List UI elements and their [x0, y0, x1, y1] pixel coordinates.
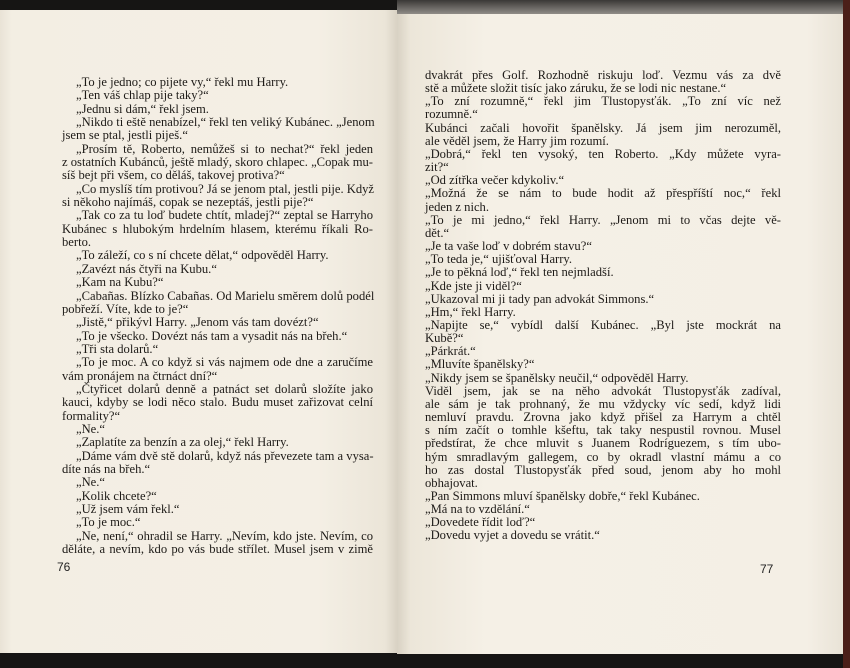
text-line: „Kolik chcete?“: [76, 488, 157, 503]
paragraph: [425, 280, 781, 293]
text-line: „To je moc. A co když si vás najmem ode dne a zaručíme: [76, 355, 373, 370]
text-line: ale věděl jsem, že Harry jim rozumí.: [425, 133, 609, 148]
paragraph: [62, 290, 373, 317]
text-line: kauci, kdyby se lodi něco stalo. Budu muset zařizovat celní: [62, 395, 373, 410]
paragraph: [425, 69, 781, 95]
paragraph: [425, 319, 781, 345]
text-line: „Ne.“: [76, 475, 106, 490]
text-line: stě a můžete složit tisíc jako záruku, že se lodi nic nestane.“: [425, 81, 727, 96]
paragraph: [62, 116, 373, 143]
paragraph: [62, 183, 373, 210]
text-line: dvakrát přes Golf. Rozhodně riskuju loď. Vezmu vás za dvě: [425, 68, 781, 82]
paragraph: [62, 263, 373, 276]
text-line: nemluví pravdu. Zrovna jako když přišel za Harrym a chtěl: [425, 410, 781, 425]
text-line: „Kde jste ji viděl?“: [425, 278, 522, 293]
text-line: ho zas dostal Tlustopysťák před soud, jenom aby ho mohl: [425, 462, 781, 477]
paragraph: [425, 266, 781, 279]
paragraph: [425, 293, 781, 306]
paragraph: [425, 214, 781, 240]
paragraph: [62, 343, 373, 356]
paragraph: [62, 276, 373, 289]
text-line: „Čtyřicet dolarů denně a patnáct set dolarů složíte jako: [76, 381, 373, 396]
text-line: Viděl jsem, jak se na něho advokát Tlustopysťák zadíval,: [425, 383, 781, 398]
text-line: „To je moc.“: [76, 515, 141, 530]
paragraph: [62, 356, 373, 383]
paragraph: [425, 148, 781, 174]
text-line: „Tři sta dolarů.“: [76, 341, 159, 356]
paragraph: [425, 372, 781, 385]
text-line: „Dovedu vyjet a dovedu se vrátit.“: [425, 528, 600, 543]
text-line: „Jednu si dám,“ řekl jsem.: [76, 101, 209, 116]
text-line: „Ukazoval mi ji tady pan advokát Simmons.“: [425, 291, 655, 306]
text-line: ale sám je tak prohnaný, že mu vždycky víc sedí, když lidi: [425, 396, 781, 411]
left-page-text: [62, 76, 373, 556]
paragraph: [62, 143, 373, 183]
paragraph: [62, 450, 373, 477]
text-line: „Pan Simmons mluví španělsky dobře,“ řekl Kubánec.: [425, 489, 700, 503]
text-line: „Kam na Kubu?“: [76, 275, 164, 290]
text-line: „Dáme vám dvě stě dolarů, když nás převezete tam a vysa-: [76, 448, 374, 463]
text-line: zit?“: [425, 160, 449, 175]
text-line: „Co myslíš tím protivou? Já se jenom ptal, jestli pije. Když: [76, 181, 375, 196]
paragraph: [425, 358, 781, 371]
text-line: „Hm,“ řekl Harry.: [425, 304, 516, 319]
text-line: děláte, a nevím, kdo po vás bude střílet. Musel jsem v zimě: [62, 542, 373, 557]
text-line: „To teda je,“ ujišťoval Harry.: [425, 252, 573, 267]
text-line: s ním začít o tomhle kšeftu, tak taky nespustil rovnou. Musel: [425, 423, 781, 438]
text-line: dět.“: [425, 225, 450, 240]
text-line: Kubě?“: [425, 331, 464, 346]
paragraph: [62, 490, 373, 503]
text-line: „Nikdy jsem se španělsky neučil,“ odpověděl Harry.: [425, 370, 689, 385]
text-line: „Nikdo ti eště nenabízel,“ řekl ten veliký Kubánec. „Jenom: [76, 115, 375, 130]
text-line: „To zní rozumně,“ řekl jim Tlustopysťák. „To zní víc než: [425, 94, 781, 109]
text-line: „Párkrát.“: [425, 344, 476, 359]
text-line: „Už jsem vám řekl.“: [76, 502, 180, 516]
text-line: z ostatních Kubánců, ještě mladý, skoro chlapec. „Copak mu-: [62, 155, 373, 170]
paragraph: [62, 530, 373, 557]
text-line: „Má na to vzdělání.“: [425, 502, 530, 517]
text-line: díte nás na břeh.“: [62, 461, 151, 476]
right-page-text: [425, 69, 781, 543]
paragraph: [425, 187, 781, 213]
paragraph: [62, 503, 373, 516]
text-line: „Dobrá,“ řekl ten vysoký, ten Roberto. „Kdy můžete vyra-: [425, 146, 781, 161]
paragraph: [62, 516, 373, 529]
text-line: obhajovat.: [425, 475, 478, 490]
paragraph: [425, 122, 781, 148]
text-line: „Prosím tě, Roberto, nemůžeš si to nechat?“ řekl jeden: [76, 141, 373, 156]
text-line: „Jistě,“ přikývl Harry. „Jenom vás tam dovézt?“: [76, 315, 319, 330]
text-line: jeden z nich.: [425, 199, 489, 214]
paragraph: [62, 423, 373, 436]
text-line: „Zaplatíte za benzín a za olej,“ řekl Harry.: [76, 435, 289, 450]
paragraph: [62, 330, 373, 343]
text-line: předstírat, že chce mluvit s Juanem Rodríguezem, s tím ubo-: [425, 436, 781, 451]
book-cover-edge: [843, 0, 850, 668]
text-line: Kubánci začali hovořit španělsky. Já jsem jim nerozuměl,: [425, 120, 781, 135]
text-line: si někoho najímáš, copak se nezeptáš, jestli pije?“: [62, 195, 314, 210]
text-line: Kubánec s hlubokým hrdelním hlasem, kterému říkali Ro-: [62, 221, 373, 236]
paragraph: [425, 529, 781, 542]
paragraph: [62, 476, 373, 489]
text-line: jsem se ptal, jestli piješ.“: [62, 128, 188, 143]
text-line: „To je mi jedno,“ řekl Harry. „Jenom mi to včas dejte vě-: [425, 212, 781, 227]
paragraph: [62, 103, 373, 116]
text-line: „Mluvíte španělsky?“: [425, 357, 535, 372]
text-line: síš bejt při všem, co děláš, takovej protiva?“: [62, 168, 285, 183]
text-line: „Ne.“: [76, 421, 106, 436]
right-page: [397, 14, 843, 654]
paragraph: [62, 316, 373, 329]
text-line: „Zavézt nás čtyři na Kubu.“: [76, 261, 217, 276]
text-line: hým smradlavým gallegem, co by okradl vlastní mámu a co: [425, 449, 781, 464]
paragraph: [62, 209, 373, 249]
paragraph: [62, 249, 373, 262]
text-line: „Ten váš chlap pije taky?“: [76, 88, 209, 103]
text-line: vám pronájem na čtrnáct dní?“: [62, 368, 218, 383]
text-line: „To záleží, co s ní chcete dělat,“ odpověděl Harry.: [76, 248, 329, 263]
text-line: „Napijte se,“ vybídl další Kubánec. „Byl jste mockrát na: [425, 317, 781, 332]
text-line: „Ne, není,“ ohradil se Harry. „Nevím, kdo jste. Nevím, co: [76, 528, 373, 543]
text-line: „To je jedno; co pijete vy,“ řekl mu Harry.: [76, 75, 289, 89]
text-line: „Je ta vaše loď v dobrém stavu?“: [425, 239, 592, 254]
text-line: „Od zítřka večer kdykoliv.“: [425, 173, 565, 188]
paragraph: [62, 383, 373, 423]
paragraph: [62, 436, 373, 449]
text-line: formality?“: [62, 408, 121, 423]
text-line: „Cabañas. Blízko Cabañas. Od Marielu směrem dolů podél: [76, 288, 375, 303]
text-line: „Tak co za tu loď budete chtít, mladej?“ zeptal se Harryho: [76, 208, 373, 223]
paragraph: [62, 76, 373, 89]
text-line: berto.: [62, 235, 92, 250]
left-page: [0, 10, 397, 653]
paragraph: [425, 95, 781, 121]
text-line: „Je to pěkná loď,“ řekl ten nejmladší.: [425, 265, 614, 280]
text-line: pobřeží. Víte, kde to je?“: [62, 301, 189, 316]
paragraph: [425, 306, 781, 319]
text-line: „To je všecko. Dovézt nás tam a vysadit nás na břeh.“: [76, 328, 348, 343]
text-line: „Dovedete řídit loď?“: [425, 515, 536, 530]
paragraph: [425, 385, 781, 490]
page-number-left: 76: [57, 560, 71, 574]
page-number-right: 77: [760, 562, 774, 576]
text-line: „Možná že se nám to bude hodit až přespříští noc,“ řekl: [425, 186, 781, 201]
paragraph: [62, 89, 373, 102]
text-line: rozumně.“: [425, 107, 478, 122]
